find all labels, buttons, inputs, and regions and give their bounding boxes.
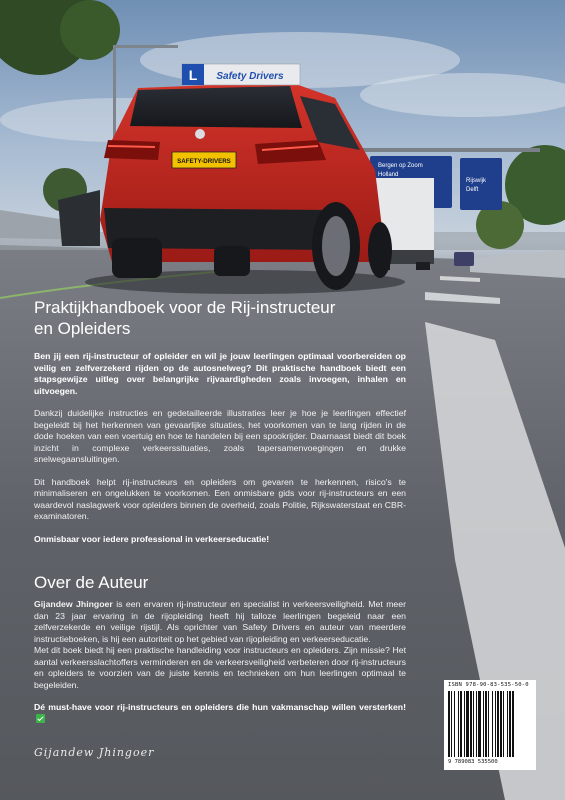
barcode-bar xyxy=(458,691,459,757)
author-signature: Gijandew Jhingoer xyxy=(34,746,155,759)
body-paragraph: Dankzij duidelijke instructies en gedetailleerde illustraties leer je hoe je leerlingen effectief begeleidt bij het herkennen van gevaarlijke situaties, het voorkomen van te lang rijden in de dode hoeken van een voertuig en hoe te handelen bij een spookrijder. Daarnaast biedt dit boek inzicht in complexe verkeerssituaties, zoals tapersamenvoegingen en drukke snelwegaansluitingen. xyxy=(34,408,406,464)
barcode-number: 9 789083 535500 xyxy=(448,759,498,765)
barcode-bar xyxy=(492,691,493,757)
barcode-bar xyxy=(483,691,484,757)
barcode-bar xyxy=(495,691,496,757)
barcode-bar xyxy=(464,691,465,757)
author-paragraph xyxy=(34,599,406,691)
tree-foliage xyxy=(60,0,120,60)
back-cover-text xyxy=(34,297,406,736)
barcode-bar xyxy=(466,691,469,757)
barcode-bar xyxy=(460,691,462,757)
truck-wheel xyxy=(416,262,430,270)
isbn-label: ISBN 978-90-83-535-50-0 xyxy=(448,682,529,688)
barcode-bar xyxy=(507,691,508,757)
barcode-bar xyxy=(478,691,481,757)
barcode-bar xyxy=(454,691,455,757)
book-title-line: Praktijkhandboek voor de Rij-instructeur xyxy=(34,298,336,317)
road-sign-2 xyxy=(460,158,502,210)
road-sign-2-line: Delft xyxy=(466,187,479,193)
barcode-bar xyxy=(451,691,452,757)
car-rim xyxy=(322,216,350,276)
tagline: Onmisbaar voor iedere professional in verkeerseducatie! xyxy=(34,533,270,544)
intro-paragraph: Ben jij een rij-instructeur of opleider en wil je jouw leerlingen optimaal voorbereiden op veilig en zelfverzekerd rijden op de autosnelweg? Dit praktische handboek biedt een stapsgewijze uitleg over belangrijke rijvaardigheden zoals invoegen, inhalen en uitvoegen. xyxy=(34,351,406,396)
author-paragraph-text: is een ervaren rij-instructeur en specialist in verkeersveiligheid. Met meer dan 23 jaar ervaring in de rijopleiding heeft hij talloze leerlingen begeleid naar een zelfverzekerde en veilige rijstijl. Als oprichter van Safety Drivers en auteur van meerdere instructieboeken, is hij een autoriteit op het gebied van rijopleiding en verkeerseducatie. xyxy=(34,599,406,644)
barcode-bar xyxy=(448,691,450,757)
barcode-bar xyxy=(497,691,499,757)
barcode-bar xyxy=(473,691,474,757)
distant-car xyxy=(454,252,474,266)
body-paragraph: Dit handboek helpt rij-instructeurs en opleiders om gevaren te herkennen, risico's te minimaliseren en ongelukken te voorkomen. Een onmisbare gids voor rij-instructeurs en een waardevol naslagwerk voor opleiders binnen de overheid, zoals Politie, Rijkswaterstaat en CBR-examinatoren. xyxy=(34,476,406,521)
barcode-bar xyxy=(503,691,504,757)
street-lamp-arm xyxy=(113,45,178,48)
gantry-beam xyxy=(360,148,540,152)
barcode-bar xyxy=(500,691,502,757)
barcode-bars xyxy=(448,691,532,757)
roof-sign-text: Safety Drivers xyxy=(216,71,284,82)
closing-text: Dé must-have voor rij-instructeurs en opleiders die hun vakmanschap willen versterken! xyxy=(34,702,406,712)
book-title-line: en Opleiders xyxy=(34,319,131,338)
barcode-bar xyxy=(512,691,514,757)
barcode-bar xyxy=(485,691,487,757)
car-taillight-glow xyxy=(108,146,155,147)
car-wheel xyxy=(214,246,250,276)
car-taillight-right xyxy=(255,140,326,164)
author-name: Gijandew Jhingoer xyxy=(34,599,113,609)
road-sign-2-line: Rijswijk xyxy=(466,178,486,184)
book-title xyxy=(34,297,406,339)
author-paragraph-text: Met dit boek biedt hij een praktische handleiding voor instructeurs en opleiders. Zijn missie? Het aantal verkeersslachtoffers verminderen en de verkeersveiligheid verbeteren door rij-instructeurs en opleiders te voorzien van de juiste kennis en technieken om hun leerlingen optimaal te begeleiden. xyxy=(34,645,406,690)
car-logo xyxy=(195,129,205,139)
roof-sign-l-letter: L xyxy=(188,67,198,83)
barcode-bar xyxy=(488,691,489,757)
license-plate-text: SAFETY-DRIVERS xyxy=(177,158,231,165)
barcode-bar xyxy=(509,691,511,757)
road-sign-1-line: Holland xyxy=(378,172,399,178)
check-mark-icon xyxy=(36,714,45,723)
isbn-barcode xyxy=(444,680,536,770)
car-rear-window xyxy=(130,86,302,128)
author-heading: Over de Auteur xyxy=(34,573,149,592)
barcode-bar xyxy=(470,691,472,757)
car-wheel xyxy=(112,238,162,278)
closing-statement xyxy=(34,702,406,725)
car-taillight-left xyxy=(104,140,160,160)
barcode-bar xyxy=(476,691,477,757)
car-wheel xyxy=(368,222,392,278)
road-sign-1-line: Bergen op Zoom xyxy=(378,163,423,169)
